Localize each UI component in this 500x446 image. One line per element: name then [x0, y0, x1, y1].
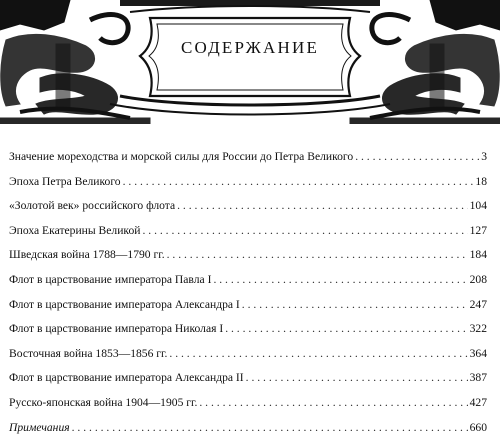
toc-entry-title: Русско-японская война 1904—1905 гг. — [9, 395, 198, 409]
toc-dot-leader — [167, 243, 468, 268]
toc-dot-leader — [213, 268, 467, 293]
toc-dot-leader — [72, 416, 468, 441]
toc-entry[interactable] — [9, 293, 487, 318]
toc-dot-leader — [225, 317, 467, 342]
toc-dot-leader — [177, 194, 467, 219]
toc-dot-leader — [355, 145, 479, 170]
toc-entry-page-number: 104 — [469, 199, 487, 213]
toc-entry-title: Шведская война 1788—1790 гг. — [9, 248, 165, 262]
toc-dot-leader — [242, 293, 468, 318]
toc-entry[interactable] — [9, 194, 487, 219]
toc-entry-page-number: 127 — [469, 223, 487, 237]
toc-entry-title: Флот в царствование императора Павла I — [9, 272, 212, 286]
toc-dot-leader — [169, 342, 467, 367]
toc-entry-title: Флот в царствование императора Александра I — [9, 297, 240, 311]
toc-entry[interactable] — [9, 243, 487, 268]
toc-entry-page-number: 387 — [469, 371, 487, 385]
toc-entry[interactable] — [9, 170, 487, 195]
toc-entry[interactable] — [9, 145, 487, 170]
toc-dot-leader — [199, 391, 467, 416]
header-banner — [0, 0, 500, 124]
toc-entry[interactable] — [9, 416, 487, 441]
page-title: СОДЕРЖАНИЕ — [180, 38, 320, 57]
toc-dot-leader — [123, 170, 474, 195]
toc-entry-title: Восточная война 1853—1856 гг. — [9, 346, 168, 360]
toc-entry-title: Примечания — [9, 420, 70, 434]
toc-entry-title: Значение мореходства и морской силы для России до Петра Великого — [9, 150, 354, 163]
toc-entry-page-number: 322 — [469, 322, 487, 336]
toc-entry-page-number: 3 — [481, 150, 487, 163]
toc-entry[interactable] — [9, 366, 487, 391]
toc-dot-leader — [246, 366, 468, 391]
ornamental-frame-graphic — [0, 0, 500, 124]
toc-entry-title: Флот в царствование императора Александра II — [9, 371, 244, 385]
toc-entry-title: Эпоха Екатерины Великой — [9, 223, 141, 237]
toc-entry[interactable] — [9, 219, 487, 244]
toc-entry[interactable] — [9, 268, 487, 293]
toc-entry[interactable] — [9, 317, 487, 342]
toc-entry-page-number: 184 — [469, 248, 487, 262]
toc-entry[interactable] — [9, 391, 487, 416]
toc-dot-leader — [142, 219, 467, 244]
toc-entry[interactable] — [9, 342, 487, 367]
toc-entry-page-number: 247 — [469, 297, 487, 311]
toc-entry-title: Эпоха Петра Великого — [9, 174, 121, 188]
toc-entry-page-number: 364 — [469, 346, 487, 360]
toc-entry-page-number: 660 — [469, 420, 487, 434]
toc-entry-page-number: 427 — [469, 395, 487, 409]
toc-entry-page-number: 208 — [469, 272, 487, 286]
toc-entry-title: «Золотой век» российского флота — [9, 199, 176, 213]
table-of-contents — [9, 145, 487, 440]
toc-entry-title: Флот в царствование императора Николая I — [9, 322, 224, 336]
toc-entry-page-number: 18 — [475, 174, 487, 188]
